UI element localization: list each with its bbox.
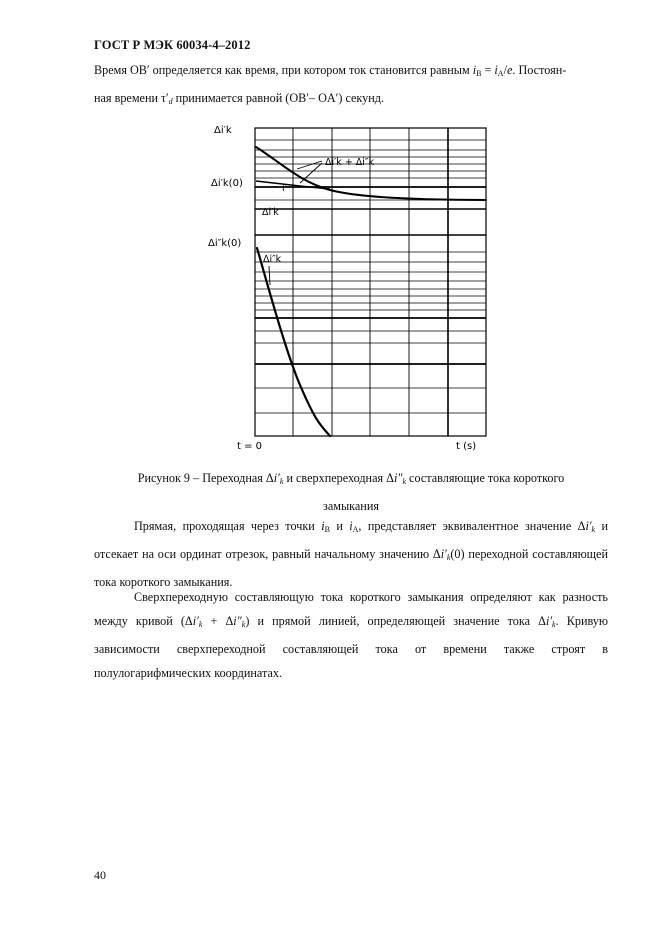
figure-caption: Рисунок 9 – Переходная $\Delta i'_k$ и сверхпереходная $\Delta i''_k$ составляющие тока короткого замыкания bbox=[137, 471, 565, 513]
y-axis-label: Δi′k bbox=[214, 125, 232, 136]
leader-line bbox=[297, 161, 322, 169]
document-header: ГОСТ Р МЭК 60034-4–2012 bbox=[94, 38, 251, 52]
leader-line bbox=[300, 163, 322, 183]
annotation-subtransient: Δi″k bbox=[263, 254, 282, 265]
x-origin-label: t = 0 bbox=[237, 441, 263, 452]
page-number: 40 bbox=[94, 868, 106, 882]
y-axis-label: Δi′k(0) bbox=[211, 178, 243, 189]
series-subtransient-line bbox=[257, 248, 330, 436]
annotation-transient: Δi′k bbox=[262, 207, 279, 218]
annotation-i-prime: i′ bbox=[282, 183, 287, 194]
series-sum-curve bbox=[256, 147, 486, 200]
annotation-sum: Δi′k + Δi″k bbox=[325, 157, 374, 168]
leader-line bbox=[269, 266, 270, 285]
paragraph-subtransient: Сверхпереходную составляющую тока короткого замыкания определяют как разность между кривой $(\Delta i'_k + \Delta i''_k)$ и прямой линией, определяющей значение тока $\Delta i'_k$. Кривую зависимости сверхпереходной составляющей тока от времени также строят в полулогарифмических координатах. bbox=[94, 590, 609, 680]
paragraph-time-constant: Время OB′ определяется как время, при котором ток становится равным $i_B = i_A/e$. Постоян- ная времени $\tau'_d$ принимается равной (OB′– OA′) секунд. bbox=[94, 63, 567, 106]
chart-grid bbox=[255, 128, 486, 436]
chart-frame bbox=[255, 128, 486, 436]
paragraph-straight-line: Прямая, проходящая через точки $i_B$ и $i_A$, представляет эквивалентное значение $\Delta i'_k$ и отсекает на оси ординат отрезок, равный начальному значению $\Delta i'_k(0)$ переходной составляющей тока короткого замыкания. bbox=[94, 519, 608, 589]
x-axis-label: t (s) bbox=[456, 441, 477, 452]
y-axis-label: Δi″k(0) bbox=[208, 238, 242, 249]
